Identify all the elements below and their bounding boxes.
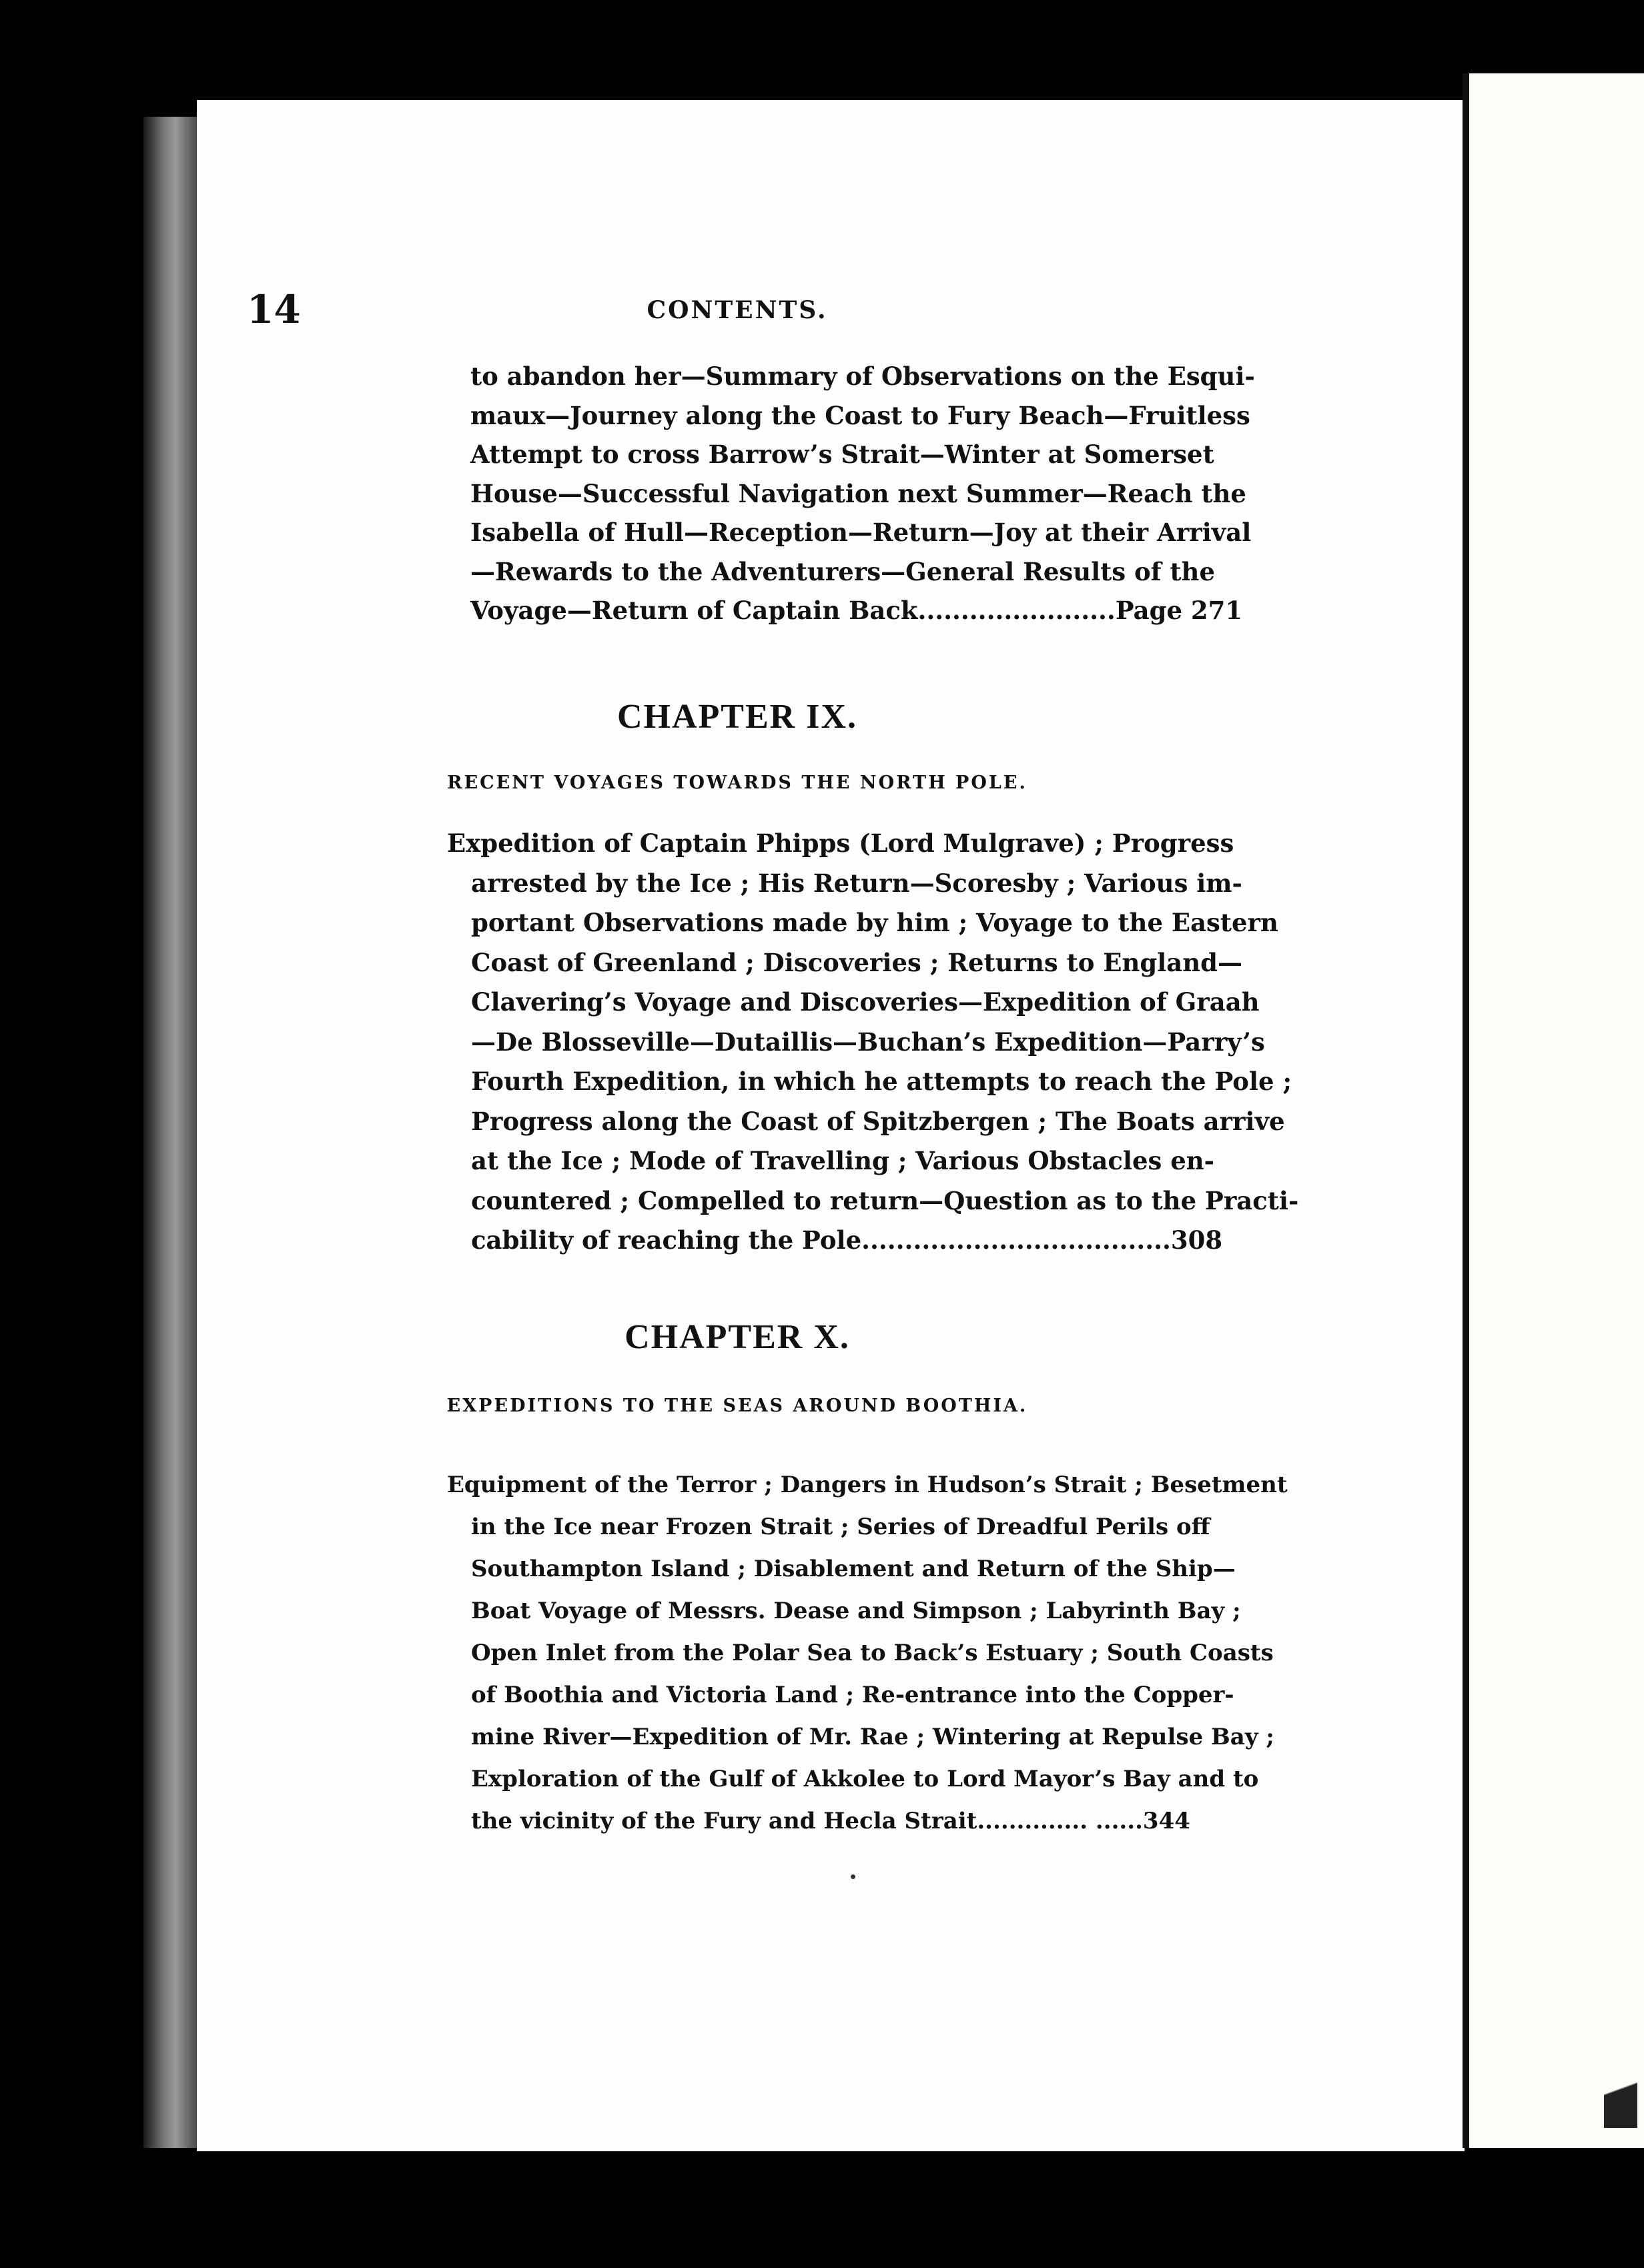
summary-line: Isabella of Hull—Reception—Return—Joy at their Arrival xyxy=(470,518,1252,547)
book-spine-edge xyxy=(143,117,197,2148)
summary-line: Equipment of the Terror ; Dangers in Hudson’s Strait ; Besetment xyxy=(447,1472,1288,1498)
chapter-8-summary-continuation xyxy=(470,357,1255,630)
summary-line: maux—Journey along the Coast to Fury Beach—Fruitless xyxy=(470,400,1250,430)
summary-line: at the Ice ; Mode of Travelling ; Various Obstacles en- xyxy=(471,1146,1215,1175)
chapter-10-heading: CHAPTER X. xyxy=(625,1318,850,1356)
page-number: 14 xyxy=(247,287,301,332)
summary-line: —De Blosseville—Dutaillis—Buchan’s Expedition—Parry’s xyxy=(471,1027,1265,1057)
summary-line: Attempt to cross Barrow’s Strait—Winter at Somerset xyxy=(470,440,1214,469)
summary-line: Southampton Island ; Disablement and Return of the Ship— xyxy=(471,1556,1236,1582)
chapter-10-subtitle: EXPEDITIONS TO THE SEAS AROUND BOOTHIA. xyxy=(446,1395,1028,1416)
chapter-9-summary xyxy=(447,824,1299,1261)
summary-line: portant Observations made by him ; Voyage to the Eastern xyxy=(471,908,1278,937)
running-head xyxy=(247,287,1228,347)
facing-page-edge xyxy=(1463,73,1644,2148)
summary-line: in the Ice near Frozen Strait ; Series of Dreadful Perils off xyxy=(471,1514,1210,1540)
page-corner-fold xyxy=(1604,2048,1637,2128)
summary-line: Progress along the Coast of Spitzbergen ; The Boats arrive xyxy=(471,1106,1285,1136)
summary-line: Clavering’s Voyage and Discoveries—Expedition of Graah xyxy=(471,987,1260,1017)
running-title: CONTENTS. xyxy=(647,296,828,324)
summary-line: to abandon her—Summary of Observations on the Esqui- xyxy=(470,362,1255,391)
summary-line: cability of reaching the Pole....................................308 xyxy=(471,1225,1223,1255)
summary-line: Exploration of the Gulf of Akkolee to Lord Mayor’s Bay and to xyxy=(471,1766,1259,1792)
summary-line: arrested by the Ice ; His Return—Scoresby ; Various im- xyxy=(471,868,1242,898)
ink-speck xyxy=(851,1874,855,1879)
summary-line: countered ; Compelled to return—Question as to the Practi- xyxy=(471,1185,1299,1215)
summary-line: Fourth Expedition, in which he attempts to reach the Pole ; xyxy=(471,1067,1292,1096)
summary-line: —Rewards to the Adventurers—General Results of the xyxy=(470,556,1215,586)
summary-line: Expedition of Captain Phipps (Lord Mulgrave) ; Progress xyxy=(447,828,1234,858)
summary-line: Open Inlet from the Polar Sea to Back’s Estuary ; South Coasts xyxy=(471,1640,1274,1666)
summary-line: Boat Voyage of Messrs. Dease and Simpson ; Labyrinth Bay ; xyxy=(471,1598,1241,1624)
chapter-10-summary xyxy=(447,1464,1288,1842)
summary-line: the vicinity of the Fury and Hecla Strait.............. ......344 xyxy=(471,1808,1190,1834)
summary-line: Coast of Greenland ; Discoveries ; Returns to England— xyxy=(471,947,1243,977)
summary-line: mine River—Expedition of Mr. Rae ; Wintering at Repulse Bay ; xyxy=(471,1724,1274,1750)
chapter-9-heading: CHAPTER IX. xyxy=(616,698,858,736)
chapter-9-subtitle: RECENT VOYAGES TOWARDS THE NORTH POLE. xyxy=(447,772,1028,793)
summary-line: Voyage—Return of Captain Back.......................Page 271 xyxy=(470,596,1243,625)
summary-line: of Boothia and Victoria Land ; Re-entrance into the Copper- xyxy=(471,1682,1234,1708)
summary-line: House—Successful Navigation next Summer—Reach the xyxy=(470,478,1246,508)
